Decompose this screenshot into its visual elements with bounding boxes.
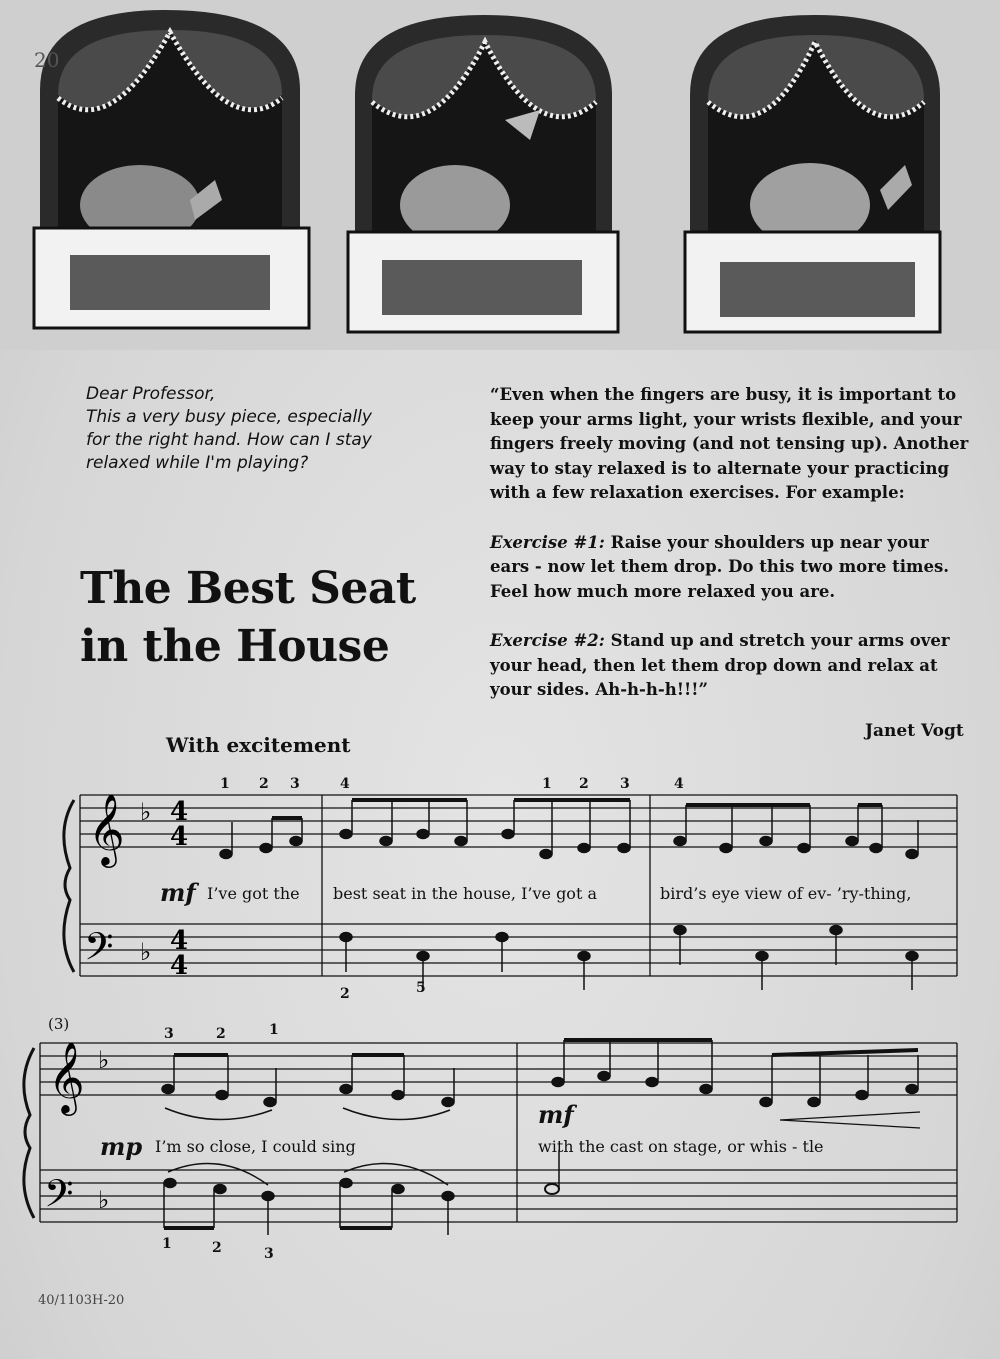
reply-line: Raise your shoulders up near your — [604, 532, 929, 552]
reply-line: your head, then let them drop down and relax at — [490, 655, 938, 675]
reply-line: with a few relaxation exercises. For example: — [490, 483, 905, 502]
fingering: 5 — [416, 980, 426, 996]
flat-icon: ♭ — [140, 798, 152, 826]
flat-icon: ♭ — [98, 1186, 110, 1214]
reply-intro — [490, 383, 969, 506]
reply-exercise-2 — [490, 629, 960, 703]
reply-line: Stand up and stretch your arms over — [604, 631, 950, 650]
fingering: 3 — [264, 1246, 274, 1262]
fingering: 1 — [162, 1236, 172, 1252]
window-illustration-right — [685, 15, 940, 332]
title-line-1: The Best Seat — [80, 563, 416, 614]
exercise-1-label: Exercise #1: — [490, 532, 605, 552]
window-illustration-left — [34, 10, 309, 328]
window-illustration-middle — [348, 15, 618, 332]
letter-line: Dear Professor, — [86, 384, 216, 404]
svg-text:4: 4 — [170, 822, 189, 852]
lyrics-line: with the cast on stage, or whis - tle — [538, 1137, 824, 1156]
svg-text:4: 4 — [170, 797, 189, 827]
title-line-2: in the House — [80, 621, 390, 672]
flat-icon: ♭ — [98, 1046, 110, 1074]
reply-line: your sides. Ah-h-h-h!!!” — [490, 680, 708, 699]
fingering: 2 — [216, 1026, 226, 1042]
svg-text:4: 4 — [170, 951, 189, 981]
fingering: 2 — [259, 776, 269, 792]
professor-reply — [490, 383, 969, 728]
fingering: 1 — [269, 1022, 279, 1038]
letter-line: relaxed while I'm playing? — [86, 453, 309, 473]
reply-line: keep your arms light, your wrists flexible, and your — [490, 409, 962, 429]
svg-text:4: 4 — [170, 926, 189, 956]
music-score — [0, 760, 1000, 1280]
exercise-2-label: Exercise #2: — [490, 631, 605, 650]
letter-line: for the right hand. How can I stay — [86, 430, 372, 450]
fingering: 2 — [340, 986, 350, 1002]
treble-clef-icon: 𝄞 — [88, 792, 125, 865]
bass-clef-icon: 𝄢 — [84, 924, 114, 978]
flat-icon: ♭ — [140, 938, 152, 966]
fingering: 3 — [290, 776, 300, 792]
measure-number: (3) — [48, 1015, 70, 1033]
reply-line: ears - now let them drop. Do this two more times. — [490, 557, 950, 576]
reply-line: way to stay relaxed is to alternate your practicing — [490, 458, 950, 478]
fingering: 3 — [164, 1026, 174, 1042]
fingering: 4 — [674, 776, 684, 792]
windows-illustration — [0, 0, 1000, 350]
lyrics-line: I’m so close, I could sing — [155, 1137, 356, 1156]
letter-line: This a very busy piece, especially — [86, 407, 372, 427]
piece-title — [80, 560, 416, 676]
dynamic-marking: mp — [100, 1132, 143, 1161]
reply-exercise-1 — [490, 531, 960, 605]
tempo-marking: With excitement — [166, 733, 351, 757]
lyrics-line: bird’s eye view of ev- ’ry-thing, — [660, 884, 912, 903]
system-1-treble-notes — [220, 800, 918, 859]
fingering: 2 — [579, 776, 589, 792]
dynamic-marking: mf — [160, 878, 196, 907]
reply-line: “Even when the fingers are busy, it is important to — [490, 385, 957, 404]
fingering: 4 — [340, 776, 350, 792]
catalog-code: 40/1103H-20 — [38, 1293, 125, 1308]
composer-name: Janet Vogt — [865, 721, 964, 741]
reply-line: fingers freely moving (and not tensing up). Another — [490, 434, 969, 453]
system-1-bass-notes — [340, 926, 918, 991]
dynamic-marking: mf — [538, 1100, 574, 1129]
fingering: 1 — [220, 776, 230, 792]
bass-clef-icon: 𝄢 — [44, 1171, 74, 1225]
page-number: 20 — [34, 48, 60, 72]
lyrics-line: I’ve got the — [207, 884, 300, 903]
fingering: 2 — [212, 1240, 222, 1256]
fingering: 1 — [542, 776, 552, 792]
reply-line: Feel how much more relaxed you are. — [490, 581, 836, 601]
treble-clef-icon: 𝄞 — [48, 1040, 85, 1113]
fingering: 3 — [620, 776, 630, 792]
lyrics-line: best seat in the house, I’ve got a — [333, 884, 597, 903]
question-letter — [86, 383, 416, 475]
